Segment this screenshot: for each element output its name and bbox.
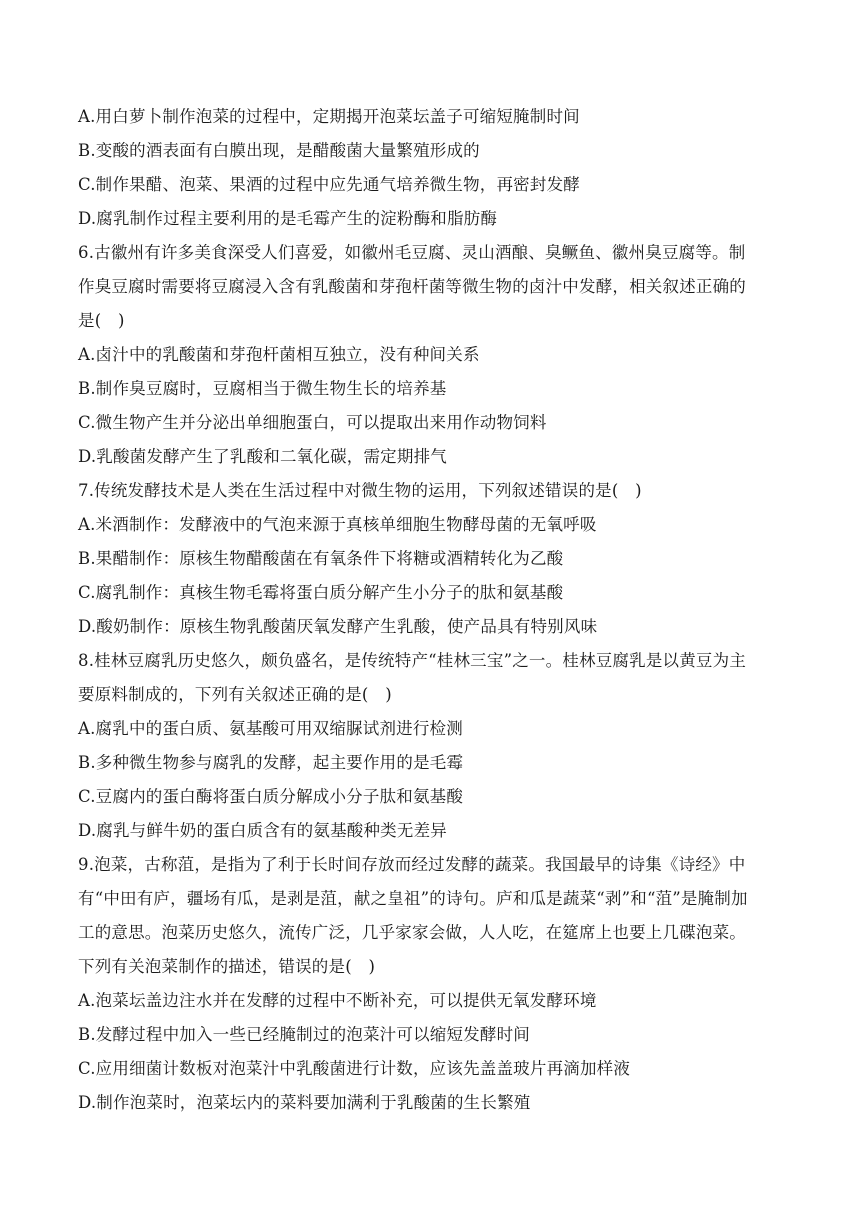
option-c: C.豆腐内的蛋白酶将蛋白质分解成小分子肽和氨基酸 (78, 787, 464, 806)
option-a: A.泡菜坛盖边注水并在发酵的过程中不断补充，可以提供无氧发酵环境 (78, 991, 597, 1010)
question-stem-line: 有“中田有庐，疆场有瓜，是剥是菹，献之皇祖”的诗句。庐和瓜是蔬菜“剥”和“菹”是腌制加 (78, 889, 748, 908)
option-a: A.用白萝卜制作泡菜的过程中，定期揭开泡菜坛盖子可缩短腌制时间 (78, 107, 580, 126)
question-stem-line: 下列有关泡菜制作的描述，错误的是( ) (78, 957, 376, 976)
question-stem-line: 工的意思。泡菜历史悠久，流传广泛，几乎家家会做，人人吃，在筵席上也要上几碟泡菜。 (78, 923, 746, 942)
option-c: C.制作果醋、泡菜、果酒的过程中应先通气培养微生物，再密封发酵 (78, 175, 580, 194)
option-b: B.制作臭豆腐时，豆腐相当于微生物生长的培养基 (78, 379, 447, 398)
option-a: A.米酒制作：发酵液中的气泡来源于真核单细胞生物酵母菌的无氧呼吸 (78, 515, 597, 534)
option-d: D.制作泡菜时，泡菜坛内的菜料要加满利于乳酸菌的生长繁殖 (78, 1093, 531, 1112)
question-8 (78, 644, 778, 848)
question-9 (78, 848, 778, 1120)
option-a: A.腐乳中的蛋白质、氨基酸可用双缩脲试剂进行检测 (78, 719, 463, 738)
question-stem-line: 6.古徽州有许多美食深受人们喜爱，如徽州毛豆腐、灵山酒酿、臭鳜鱼、徽州臭豆腐等。制 (78, 243, 746, 262)
question-6 (78, 236, 778, 474)
option-b: B.变酸的酒表面有白膜出现，是醋酸菌大量繁殖形成的 (78, 141, 480, 160)
option-b: B.多种微生物参与腐乳的发酵，起主要作用的是毛霉 (78, 753, 464, 772)
option-d: D.腐乳制作过程主要利用的是毛霉产生的淀粉酶和脂肪酶 (78, 209, 498, 228)
option-d: D.酸奶制作：原核生物乳酸菌厌氧发酵产生乳酸，使产品具有特别风味 (78, 617, 598, 636)
option-c: C.腐乳制作：真核生物毛霉将蛋白质分解产生小分子的肽和氨基酸 (78, 583, 564, 602)
question-stem-line: 是( ) (78, 311, 125, 330)
option-c: C.应用细菌计数板对泡菜汁中乳酸菌进行计数，应该先盖盖玻片再滴加样液 (78, 1059, 631, 1078)
question-stem-line: 作臭豆腐时需要将豆腐浸入含有乳酸菌和芽孢杆菌等微生物的卤汁中发酵，相关叙述正确的 (78, 277, 746, 296)
option-c: C.微生物产生并分泌出单细胞蛋白，可以提取出来用作动物饲料 (78, 413, 547, 432)
question-stem-line: 8.桂林豆腐乳历史悠久，颇负盛名，是传统特产“桂林三宝”之一。桂林豆腐乳是以黄豆为主 (78, 651, 747, 670)
option-a: A.卤汁中的乳酸菌和芽孢杆菌相互独立，没有种间关系 (78, 345, 480, 364)
option-d: D.乳酸菌发酵产生了乳酸和二氧化碳，需定期排气 (78, 447, 447, 466)
option-b: B.发酵过程中加入一些已经腌制过的泡菜汁可以缩短发酵时间 (78, 1025, 530, 1044)
question-5-partial (78, 100, 778, 236)
option-b: B.果醋制作：原核生物醋酸菌在有氧条件下将糖或酒精转化为乙酸 (78, 549, 564, 568)
question-stem-line: 9.泡菜，古称菹，是指为了利于长时间存放而经过发酵的蔬菜。我国最早的诗集《诗经》中 (78, 855, 746, 874)
question-7 (78, 474, 778, 644)
document-page (78, 100, 778, 1120)
option-d: D.腐乳与鲜牛奶的蛋白质含有的氨基酸种类无差异 (78, 821, 447, 840)
question-stem-line: 7.传统发酵技术是人类在生活过程中对微生物的运用，下列叙述错误的是( ) (78, 481, 642, 500)
question-stem-line: 要原料制成的，下列有关叙述正确的是( ) (78, 685, 392, 704)
